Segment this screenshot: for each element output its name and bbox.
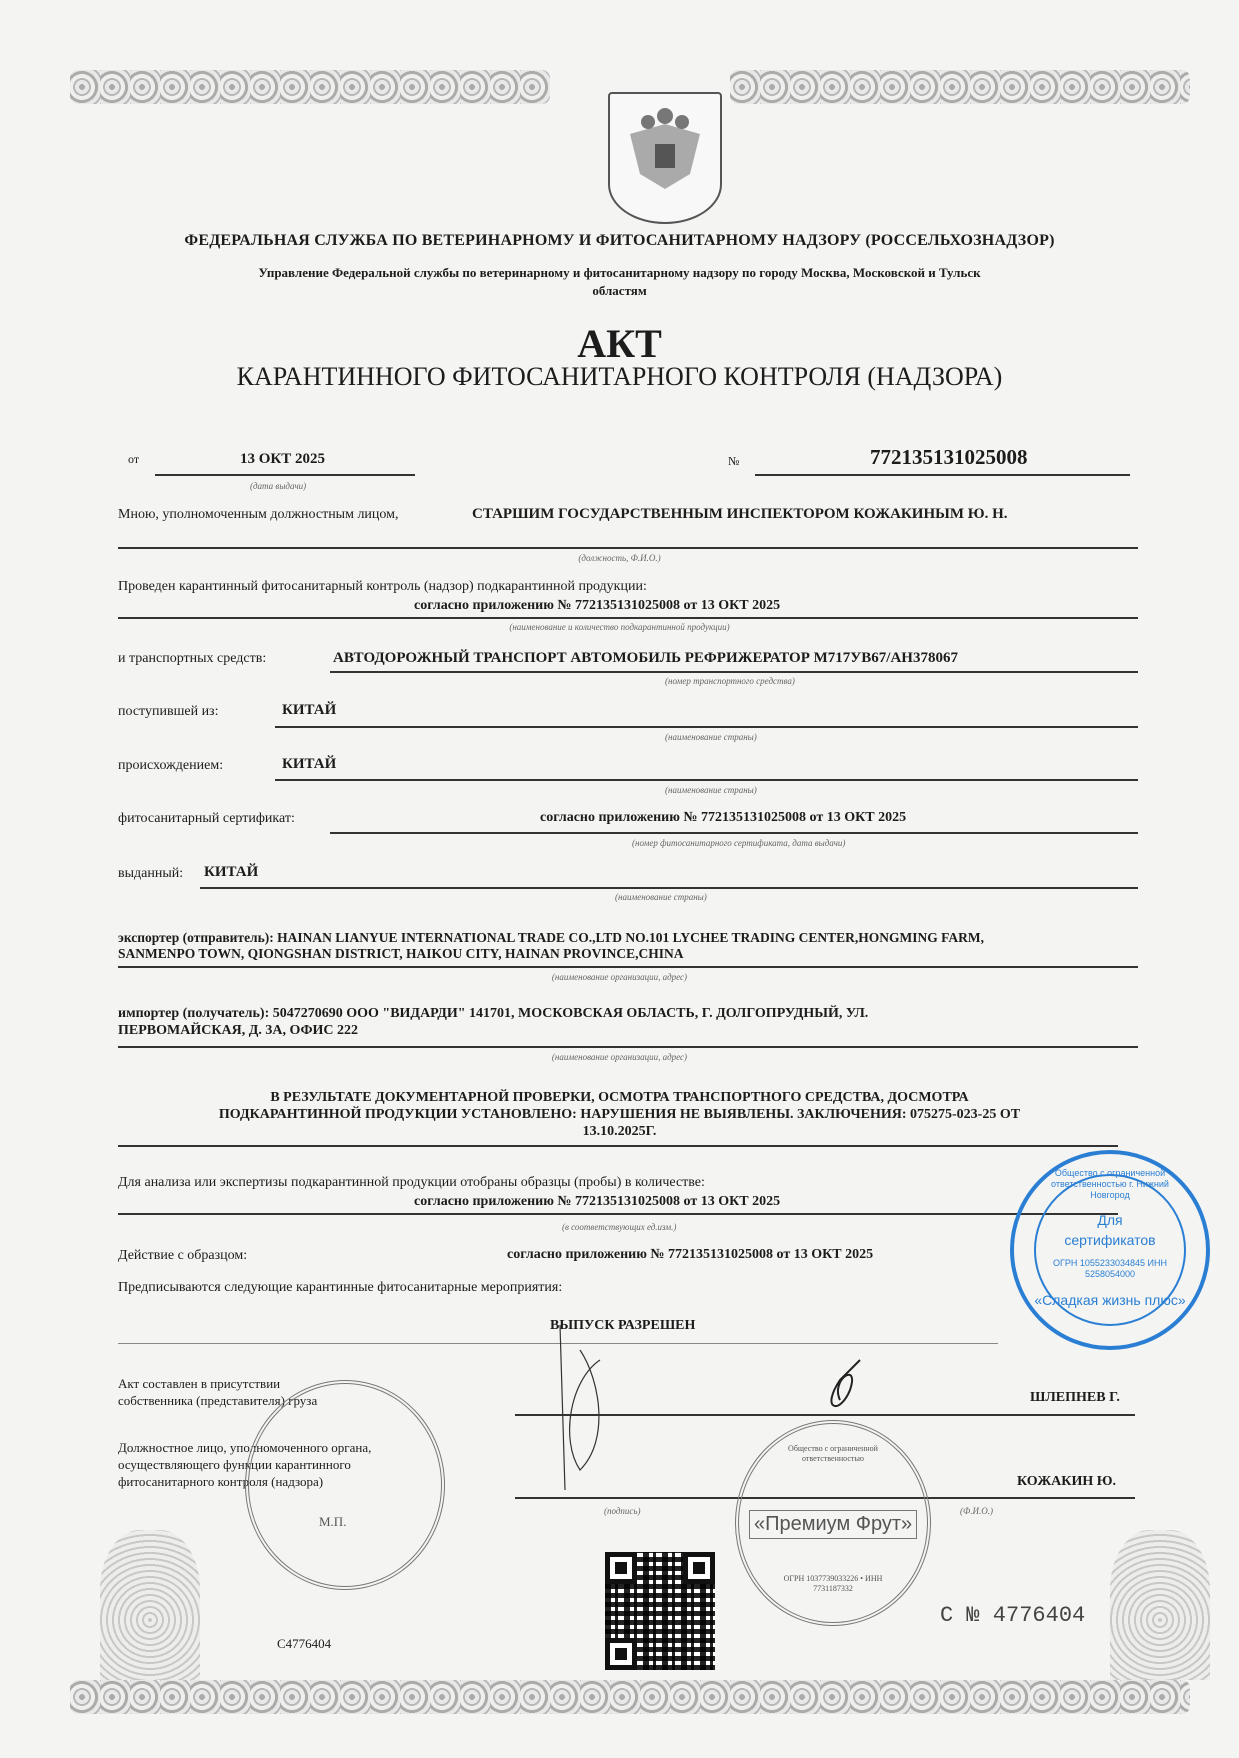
corner-ornament-right — [1110, 1530, 1210, 1680]
company-seal-premium-frut — [735, 1420, 931, 1626]
department-line-1: Управление Федеральной службы по ветеринарному и фитосанитарному надзору по городу Москва, Московской и Тульск — [258, 265, 981, 280]
blue-seal-registration: ОГРН 1055233034845 ИНН 5258054000 — [1053, 1258, 1167, 1279]
official-text-3: фитосанитарного контроля (надзора) — [118, 1474, 324, 1489]
importer-line-1 — [118, 1006, 868, 1022]
agency-name: ФЕДЕРАЛЬНАЯ СЛУЖБА ПО ВЕТЕРИНАРНОМУ И ФИТОСАНИТАРНОМУ НАДЗОРУ (РОССЕЛЬХОЗНАДЗОР) — [184, 232, 1055, 249]
transport-value: АВТОДОРОЖНЫЙ ТРАНСПОРТ АВТОМОБИЛЬ РЕФРИЖЕРАТОР М717УВ67/АН378067 — [333, 650, 958, 666]
coat-of-arms-emblem — [608, 92, 722, 224]
measures-value: ВЫПУСК РАЗРЕШЕН — [550, 1318, 696, 1333]
act-number: 772135131025008 — [870, 445, 1028, 469]
premium-seal-bottom-text: ОГРН 1037739033226 • ИНН 7731187332 — [783, 1574, 883, 1593]
samples-value: согласно приложению № 772135131025008 от 13 ОКТ 2025 — [414, 1194, 781, 1209]
issued-label: выданный: — [118, 866, 184, 881]
issued-value: КИТАЙ — [204, 864, 259, 880]
blue-seal-center-1: Для — [1097, 1212, 1123, 1228]
origin-value: КИТАЙ — [282, 756, 337, 772]
border-ornament-top-left — [70, 70, 550, 104]
importer-label: импортер (получатель): — [118, 1006, 270, 1021]
cert-caption: (номер фитосанитарного сертификата, дата выдачи) — [632, 838, 846, 848]
exporter-label: экспортер (отправитель): — [118, 930, 274, 945]
official-seal-left — [245, 1380, 445, 1590]
result-line-2: ПОДКАРАНТИННОЙ ПРОДУКЦИИ УСТАНОВЛЕНО: НАРУШЕНИЯ НЕ ВЫЯВЛЕНЫ. ЗАКЛЮЧЕНИЯ: 075275-023-25 ОТ — [218, 1107, 1021, 1122]
control-label: Проведен карантинный фитосанитарный контроль (надзор) подкарантинной продукции: — [118, 579, 647, 594]
official-text-2: осуществляющего функции карантинного — [118, 1457, 351, 1472]
official-name: КОЖАКИН Ю. — [1017, 1474, 1116, 1489]
from-country-label: поступившей из: — [118, 704, 219, 719]
importer-line-2: ПЕРВОМАЙСКАЯ, Д. 3А, ОФИС 222 — [118, 1023, 359, 1038]
importer-caption: (наименование организации, адрес) — [551, 1052, 688, 1062]
name-caption: (Ф.И.О.) — [960, 1506, 993, 1516]
origin-label: происхождением: — [118, 758, 224, 773]
exporter-value: HAINAN LIANYUE INTERNATIONAL TRADE CO.,LTD NO.101 LYCHEE TRADING CENTER,HONGMING FARM, — [277, 930, 984, 945]
result-line-3: 13.10.2025Г. — [582, 1124, 657, 1139]
from-country-caption: (наименование страны) — [665, 732, 757, 742]
inspector-label: Мною, уполномоченным должностным лицом, — [118, 507, 399, 522]
issue-date: 13 ОКТ 2025 — [240, 451, 326, 467]
serial-left: С4776404 — [277, 1636, 332, 1651]
signature-caption: (подпись) — [604, 1506, 641, 1516]
cert-label: фитосанитарный сертификат: — [118, 811, 295, 826]
transport-label: и транспортных средств: — [118, 651, 267, 666]
department-line-2: областям — [592, 283, 647, 298]
blue-seal-outer-text: Общество с ограниченной ответственностью г. Нижний Новгород — [1051, 1168, 1169, 1200]
mp-label: М.П. — [319, 1514, 347, 1529]
exporter-caption: (наименование организации, адрес) — [551, 972, 688, 982]
qr-code — [605, 1552, 715, 1670]
control-caption: (наименование и количество подкарантинной продукции) — [509, 622, 730, 632]
blue-seal-name: «Сладкая жизнь плюс» — [1034, 1292, 1186, 1308]
control-value: согласно приложению № 772135131025008 от 13 ОКТ 2025 — [414, 598, 781, 613]
exporter-line-1 — [118, 930, 984, 946]
document-subtitle: КАРАНТИННОГО ФИТОСАНИТАРНОГО КОНТРОЛЯ (НАДЗОРА) — [236, 362, 1003, 391]
premium-seal-name: «Премиум Фрут» — [749, 1510, 917, 1539]
inspector-value: СТАРШИМ ГОСУДАРСТВЕННЫМ ИНСПЕКТОРОМ КОЖАКИНЫМ Ю. Н. — [472, 506, 1008, 522]
blue-seal-center-2: сертификатов — [1064, 1232, 1156, 1248]
cert-value: согласно приложению № 772135131025008 от 13 ОКТ 2025 — [540, 810, 907, 825]
owner-name: ШЛЕПНЕВ Г. — [1030, 1390, 1120, 1405]
issued-caption: (наименование страны) — [615, 892, 707, 902]
official-text-1: Должностное лицо, уполномоченного органа, — [118, 1440, 372, 1455]
result-line-1: В РЕЗУЛЬТАТЕ ДОКУМЕНТАРНОЙ ПРОВЕРКИ, ОСМОТРА ТРАНСПОРТНОГО СРЕДСТВА, ДОСМОТРА — [270, 1090, 969, 1105]
importer-value: 5047270690 ООО "ВИДАРДИ" 141701, МОСКОВСКАЯ ОБЛАСТЬ, Г. ДОЛГОПРУДНЫЙ, УЛ. — [272, 1006, 869, 1021]
samples-caption: (в соответствующих ед.изм.) — [562, 1222, 677, 1232]
from-label: от — [128, 452, 140, 466]
origin-caption: (наименование страны) — [665, 785, 757, 795]
company-seal-sladkaya-zhizn — [1010, 1150, 1210, 1350]
premium-seal-outer-text: Общество с ограниченной ответственностью — [788, 1444, 878, 1463]
border-ornament-top-right — [730, 70, 1190, 104]
action-label: Действие с образцом: — [118, 1248, 248, 1263]
owner-text-1: Акт составлен в присутствии — [118, 1376, 281, 1391]
document-title: АКТ — [577, 321, 662, 366]
inspector-caption: (должность, Ф.И.О.) — [578, 553, 661, 563]
action-value: согласно приложению № 772135131025008 от 13 ОКТ 2025 — [507, 1247, 874, 1262]
samples-label: Для анализа или экспертизы подкарантинной продукции отобраны образцы (пробы) в количестве: — [118, 1175, 705, 1190]
date-caption: (дата выдачи) — [250, 481, 307, 491]
measures-label: Предписываются следующие карантинные фитосанитарные мероприятия: — [118, 1280, 563, 1295]
from-country-value: КИТАЙ — [282, 702, 337, 718]
owner-text-2: собственника (представителя) груза — [118, 1393, 318, 1408]
number-label: № — [728, 454, 740, 468]
serial-right: С № 4776404 — [940, 1603, 1086, 1628]
transport-caption: (номер транспортного средства) — [665, 676, 795, 686]
border-ornament-bottom — [70, 1680, 1190, 1714]
exporter-line-2: SANMENPO TOWN, QIONGSHAN DISTRICT, HAIKOU CITY, HAINAN PROVINCE,CHINA — [118, 946, 684, 961]
corner-ornament-left — [100, 1530, 200, 1680]
